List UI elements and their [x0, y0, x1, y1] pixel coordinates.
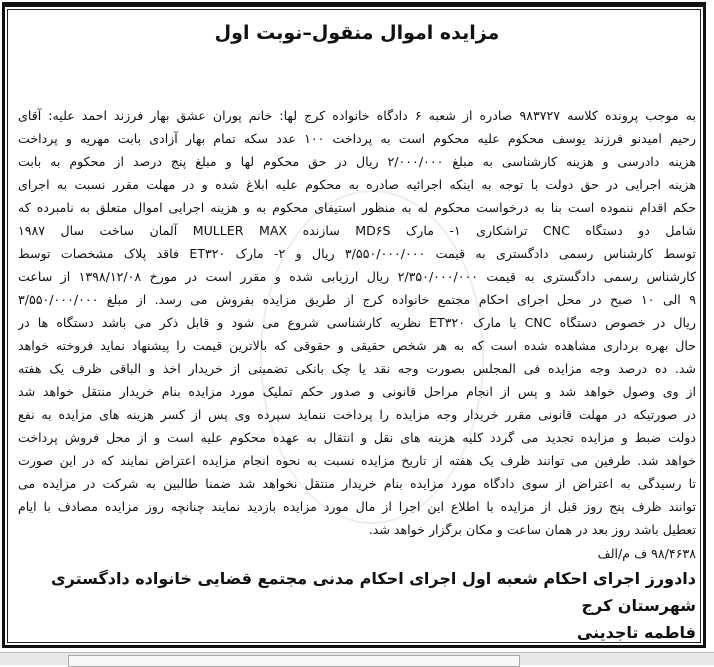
notice-line: رحیم امیدنو فرزند یوسف محکوم علیه محکوم است به پرداخت ۱۰۰ عدد سکه تمام بهار آزادی بابت مهریه و پرداخت	[18, 131, 696, 146]
notice-text	[18, 104, 696, 541]
notice-line: دولت ضبط و مزایده تجدید می گردد کلیه هزینه های نقل و انتقال به عهده محکوم علیه است و از محل فروش پرداخت	[18, 430, 696, 445]
notice-line: از وی وصول خواهد شد و پس از انجام مراحل قانونی و صدور حکم تملیک مورد مزایده بنام خریدار منتقل خواهد شد	[18, 384, 696, 399]
notice-title: مزایده اموال منقول–نوبت اول	[214, 22, 500, 44]
reference-number: ۹۸/۴۶۳۸ ف م/الف	[597, 546, 696, 561]
bottom-input-box	[68, 655, 520, 667]
notice-line: هزینه دادرسی و هزینه کارشناسی به مبلغ ۲/۰۰۰/۰۰۰ ریال در حق محکوم لها و مبلغ پنج درصد از محکوم به بابت	[18, 154, 696, 169]
notice-line: تعطیل باشد روز بعد در همان ساعت و مکان برگزار خواهد شد.	[368, 522, 696, 537]
notice-line: توسط کارشناس رسمی دادگستری به قیمت ۳/۵۵۰/۰۰۰/۰۰۰ ریال و ۲- مارک ET۳۲۰ فاقد پلاک مشخصات توسط	[18, 246, 696, 261]
notice-line: شامل دو دستگاه CNC تراشکاری ۱- مارک MD۶S سازنده MULLER MAX آلمان ساخت سال ۱۹۸۷	[18, 223, 696, 238]
notice-line: هزینه اجرایی در حق دولت با توجه به اینکه اجرائیه صادره به محکوم علیه ابلاغ شده و در مهلت مقرر نسبت به اجرای	[18, 177, 696, 192]
notice-line: کارشناس رسمی دادگستری به قیمت ۲/۳۵۰/۰۰۰/۰۰۰ ریال ارزیابی شده و مقرر است در مورخ ۱۳۹۸/۱۲/۰۸ از ساعت	[18, 269, 696, 284]
notice-line: ۹ الی ۱۰ صبح در محل اجرای احکام مجتمع خانواده کرج از طریق مزایده بفروش می رسد. از مبلغ ۳/۵۵۰/۰۰۰/۰۰۰	[18, 292, 696, 307]
signature-name: فاطمه تاجدینی	[576, 623, 696, 642]
notice-line: شد. ده درصد وجه مزایده فی المجلس بصورت وجه نقد یا چک بانکی تضمینی از خریدار اخذ و الباقی ظرف یک هفته	[18, 361, 696, 376]
notice-line: حال بهره برداری مشاهده شده است که به هر شخص حقیقی و حقوقی که بالاترین قیمت را پیشنهاد نماید فروخته خواهد	[18, 338, 696, 353]
notice-line: حکم اقدام ننموده است بنا به درخواست محکوم له به منظور استیفای محکوم به و هزینه اجرایی اموال متعلق به نامبرده که	[18, 200, 696, 215]
notice-line: ریال در خصوص دستگاه CNC با مارک ET۳۲۰ نظریه کارشناسی شروع می شود و قابل ذکر می باشد دستگاه ها در	[18, 315, 696, 330]
bottom-toolbar-strip	[0, 652, 714, 665]
notice-line: توانند ظرف پنج روز قبل از مزایده با اطلاع این اجرا از مال مورد مزایده بازدید نمایند چنانچه روز مزایده مصادف با ایام	[18, 499, 696, 514]
notice-line: به موجب پرونده کلاسه ۹۸۳۷۲۷ صادره از شعبه ۶ دادگاه خانواده کرج لها: خانم پوران عشق بهار فرزند احمد علیه: آقای	[18, 108, 696, 123]
signature-office: دادورز اجرای احکام شعبه اول اجرای احکام مدنی مجتمع قضایی خانواده دادگستری شهرستان کرج	[51, 569, 696, 615]
notice-line: تا رسیدگی به اعتراض از سوی دادگاه مورد مزایده بنام خریدار منتقل نخواهد شد ضمنا طالبین به شرکت در مزایده می	[18, 476, 696, 491]
notice-line: خواهد شد. طرفین می توانند ظرف یک هفته از تاریخ مزایده نسبت به نحوه انجام مزایده اعتراض نمایند که در این صورت	[18, 453, 696, 468]
notice-body	[18, 104, 696, 646]
notice-line: در صورتیکه در مهلت قانونی مقرر خریدار وجه مزایده را پرداخت ننماید سپرده وی پس از کسر هزینه های مزایده به نفع	[18, 407, 696, 422]
